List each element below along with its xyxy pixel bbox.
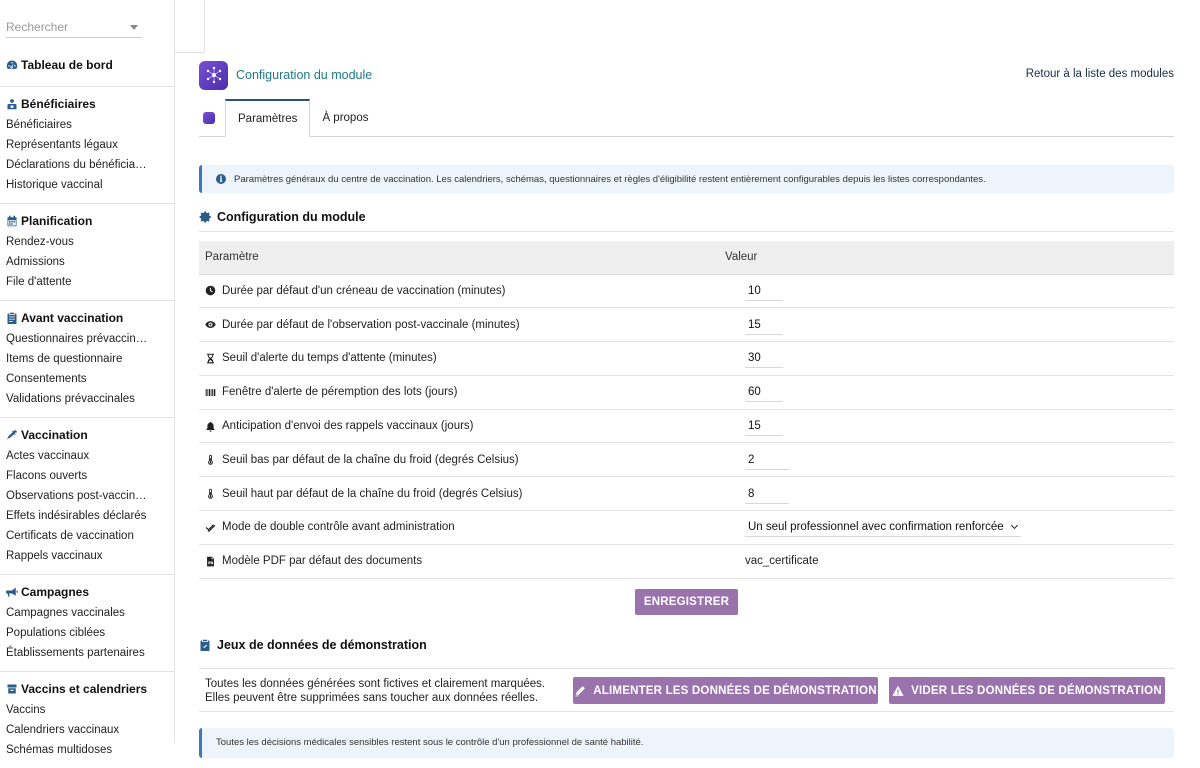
info-banner: [199, 165, 1174, 193]
value-cell: [719, 443, 1174, 477]
sidebar-section: [0, 86, 175, 203]
sidebar-item[interactable]: Flacons ouverts: [6, 470, 88, 482]
sidebar-section: [0, 203, 175, 300]
demo-line-1: Toutes les données générées sont fictives et clairement marquées.: [205, 678, 546, 690]
value-cell: [719, 375, 1174, 409]
table-row: [199, 375, 1174, 409]
tab-parametres[interactable]: Paramètres: [225, 99, 310, 137]
save-button[interactable]: ENREGISTRER: [635, 589, 738, 615]
param-value-input[interactable]: 15: [745, 416, 783, 436]
param-value-input[interactable]: 30: [745, 348, 783, 368]
sidebar-item[interactable]: Consentements: [6, 373, 87, 385]
hourglass-icon: [205, 353, 216, 364]
value-cell: [719, 308, 1174, 342]
page-title: Configuration du module: [236, 68, 373, 82]
param-label: Fenêtre d'alerte de péremption des lots (jours): [222, 386, 458, 399]
fill-demo-data-label: ALIMENTER LES DONNÉES DE DÉMONSTRATION: [593, 684, 877, 697]
sidebar-item[interactable]: Campagnes vaccinales: [6, 607, 125, 619]
table-row: [199, 274, 1174, 308]
gear-icon: [199, 211, 211, 223]
sidebar-item[interactable]: Vaccins: [6, 704, 46, 716]
pdf-icon: [205, 556, 216, 567]
search-box-frame: [175, 0, 205, 53]
tab-a-propos[interactable]: À propos: [322, 111, 369, 124]
table-row: [199, 511, 1174, 545]
value-cell: [719, 274, 1174, 308]
module-logo-icon: [199, 61, 228, 90]
sidebar-item[interactable]: Items de questionnaire: [6, 353, 123, 365]
bottom-info-text: Toutes les décisions médicales sensibles restent sous le contrôle d'un professionnel de santé habilité.: [216, 737, 644, 748]
bottom-info-banner: [199, 728, 1174, 758]
table-row: [199, 409, 1174, 443]
back-to-modules-link[interactable]: Retour à la liste des modules: [1025, 68, 1174, 80]
sidebar-item[interactable]: Populations ciblées: [6, 627, 106, 639]
value-cell: [719, 342, 1174, 376]
table-header-row: [199, 241, 1174, 274]
table-row: [199, 342, 1174, 376]
table-row: [199, 477, 1174, 511]
sidebar-item[interactable]: Établissements partenaires: [6, 647, 145, 659]
param-label: Seuil haut par défaut de la chaîne du froid (degrés Celsius): [222, 487, 523, 500]
clipboard-check-icon: [199, 639, 211, 651]
table-row: [199, 308, 1174, 342]
sidebar-item[interactable]: Certificats de vaccination: [6, 530, 134, 542]
sidebar-section-label: Vaccination: [21, 428, 88, 442]
config-section-title: Configuration du module: [217, 210, 366, 224]
double-check-icon: [205, 522, 216, 533]
sidebar-item[interactable]: Représentants légaux: [6, 139, 118, 151]
tab-bar: [199, 99, 1174, 137]
eye-icon: [205, 319, 216, 330]
sidebar-section-label: Bénéficiaires: [21, 97, 96, 111]
sidebar-section-title[interactable]: [0, 680, 175, 698]
sidebar-item[interactable]: Schémas multidoses: [6, 744, 113, 756]
info-text: Paramètres généraux du centre de vaccination. Les calendriers, schémas, questionnaires et règles d'éligibilité restent entièrement configurables depuis les listes correspondantes.: [234, 173, 986, 185]
table-row: [199, 443, 1174, 477]
sidebar-section-title[interactable]: [0, 583, 175, 601]
fill-demo-data-button[interactable]: [573, 677, 878, 704]
value-cell: [719, 544, 1174, 578]
param-value-input[interactable]: 8: [745, 484, 789, 504]
param-label: Durée par défaut de l'observation post-vaccinale (minutes): [222, 318, 520, 331]
sidebar-section-label: Tableau de bord: [21, 58, 113, 72]
sidebar-item[interactable]: Rappels vaccinaux: [6, 550, 103, 562]
sidebar: [0, 0, 175, 756]
clipboard-icon: [6, 312, 18, 324]
sidebar-item[interactable]: Calendriers vaccinaux: [6, 724, 120, 736]
param-label: Durée par défaut d'un créneau de vaccination (minutes): [222, 284, 506, 297]
param-label: Modèle PDF par défaut des documents: [222, 555, 423, 568]
sidebar-section-title[interactable]: [0, 309, 175, 327]
param-cell: [199, 477, 719, 511]
demo-row: [199, 668, 1174, 712]
param-cell: [199, 409, 719, 443]
param-label: Seuil bas par défaut de la chaîne du froid (degrés Celsius): [222, 453, 519, 466]
page-header: [199, 60, 1174, 90]
param-cell: [199, 342, 719, 376]
users-icon: [6, 98, 18, 110]
param-cell: [199, 511, 719, 545]
sidebar-item[interactable]: Actes vaccinaux: [6, 450, 90, 462]
param-value-select[interactable]: [745, 517, 1021, 537]
param-value-input[interactable]: 15: [745, 315, 783, 335]
sidebar-item[interactable]: File d'attente: [6, 276, 72, 288]
demo-section-title: Jeux de données de démonstration: [217, 638, 427, 652]
sidebar-section-label: Vaccins et calendriers: [21, 682, 148, 696]
select-value: Un seul professionnel avec confirmation renforcée: [748, 520, 1004, 533]
param-value-text: vac_certificate: [745, 555, 819, 568]
chevron-down-icon: [1011, 522, 1018, 529]
param-value-input[interactable]: 2: [745, 450, 789, 470]
thermometer-icon: [205, 488, 216, 499]
demo-description: [205, 677, 545, 705]
bell-icon: [205, 421, 216, 432]
megaphone-icon: [6, 586, 18, 598]
param-cell: [199, 308, 719, 342]
column-header-param: Paramètre: [199, 241, 719, 274]
param-label: Mode de double contrôle avant administration: [222, 521, 455, 534]
column-header-value: Valeur: [719, 241, 1174, 274]
sidebar-section: [0, 52, 175, 86]
box-icon: [6, 683, 18, 695]
sidebar-item[interactable]: Historique vaccinal: [6, 179, 103, 191]
config-section-heading: [199, 210, 1174, 232]
sidebar-section-title[interactable]: [0, 56, 175, 74]
dashboard-icon: [6, 59, 18, 71]
param-label: Anticipation d'envoi des rappels vaccinaux (jours): [222, 420, 474, 433]
sidebar-section: [0, 574, 175, 671]
thermometer-icon: [205, 454, 216, 465]
param-cell: [199, 443, 719, 477]
sidebar-section: [0, 417, 175, 574]
sidebar-section-title[interactable]: [0, 212, 175, 230]
calendar-icon: [6, 215, 18, 227]
sidebar-item[interactable]: Rendez-vous: [6, 236, 74, 248]
param-cell: [199, 375, 719, 409]
param-cell: [199, 544, 719, 578]
search-select[interactable]: [6, 17, 142, 38]
value-cell: [719, 409, 1174, 443]
sidebar-section-title[interactable]: [0, 95, 175, 113]
sidebar-section-label: Campagnes: [21, 585, 90, 599]
param-value-input[interactable]: 60: [745, 382, 783, 402]
sidebar-section-label: Planification: [21, 214, 93, 228]
config-table: [199, 241, 1174, 579]
sidebar-section-label: Avant vaccination: [21, 311, 124, 325]
value-cell: [719, 511, 1174, 545]
module-mini-logo-icon: [203, 112, 215, 124]
warning-icon: [892, 685, 904, 697]
chevron-down-icon[interactable]: [130, 25, 138, 30]
sidebar-item[interactable]: Admissions: [6, 256, 65, 268]
sidebar-section: [0, 300, 175, 417]
sidebar-section-title[interactable]: [0, 426, 175, 444]
sidebar-item[interactable]: Effets indésirables déclarés: [6, 510, 147, 522]
param-cell: [199, 274, 719, 308]
search-placeholder: Rechercher: [6, 20, 69, 34]
sidebar-item[interactable]: Déclarations du bénéficia…: [6, 159, 147, 171]
clear-demo-data-button[interactable]: [889, 677, 1165, 704]
param-value-input[interactable]: 10: [745, 281, 783, 301]
sidebar-item[interactable]: Validations prévaccinales: [6, 393, 135, 405]
sidebar-section: [0, 671, 175, 768]
demo-section-heading: [199, 638, 1174, 659]
sidebar-nav: [0, 52, 175, 768]
syringe-icon: [6, 429, 18, 441]
pencil-icon: [574, 685, 586, 697]
info-icon: i: [216, 174, 226, 184]
barcode-icon: [205, 387, 216, 398]
clear-demo-data-label: VIDER LES DONNÉES DE DÉMONSTRATION: [911, 684, 1162, 697]
param-label: Seuil d'alerte du temps d'attente (minutes): [222, 352, 437, 365]
sidebar-item[interactable]: Bénéficiaires: [6, 119, 72, 131]
sidebar-item[interactable]: Observations post-vaccin…: [6, 490, 147, 502]
tab-module-icon[interactable]: [199, 99, 225, 136]
value-cell: [719, 477, 1174, 511]
demo-line-2: Elles peuvent être supprimées sans toucher aux données réelles.: [205, 692, 539, 704]
sidebar-item[interactable]: Questionnaires prévaccin…: [6, 333, 148, 345]
table-row: [199, 544, 1174, 578]
clock-icon: [205, 285, 216, 296]
